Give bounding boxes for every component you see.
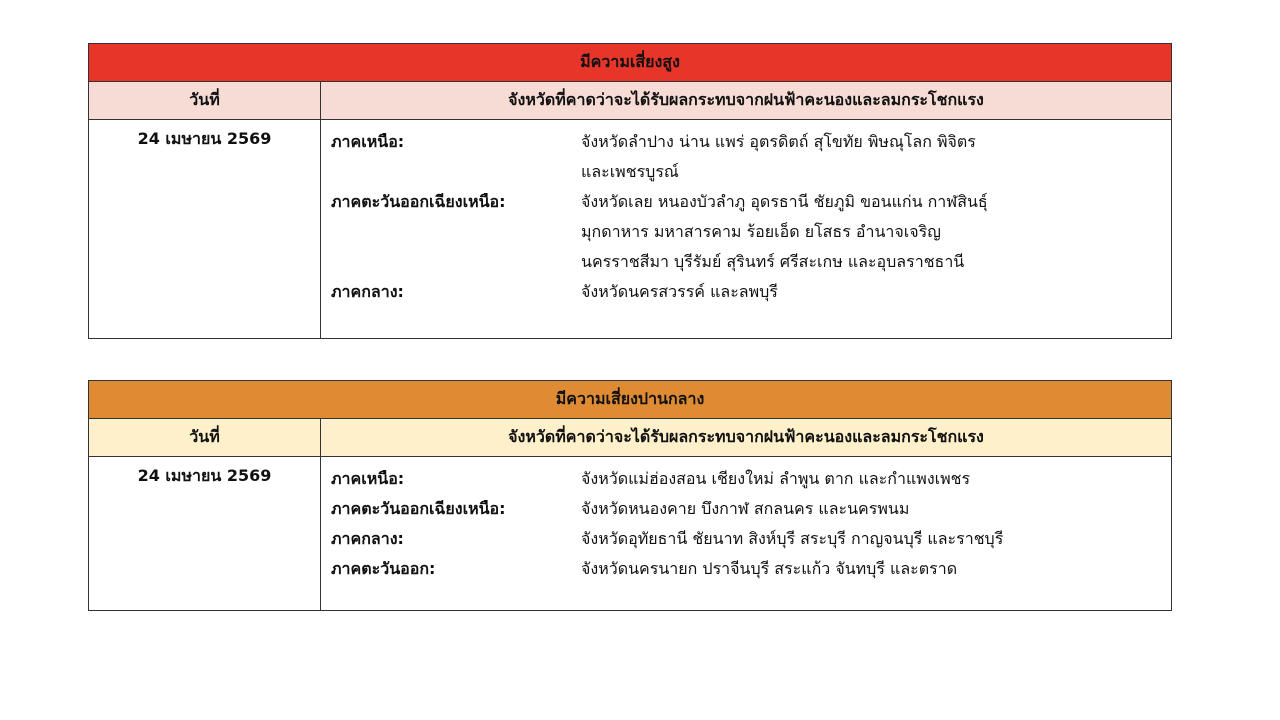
region-label: ภาคตะวันออกเฉียงเหนือ: — [331, 499, 506, 518]
province-line: จังหวัดแม่ฮ่องสอน เชียงใหม่ ลำพูน ตาก และกำแพงเพชร — [581, 469, 971, 488]
region-row — [331, 494, 1171, 524]
region-row — [331, 127, 1171, 187]
table-header — [89, 82, 1171, 120]
province-line: มุกดาหาร มหาสารคาม ร้อยเอ็ด ยโสธร อำนาจเจริญ — [581, 222, 941, 241]
region-row — [331, 524, 1171, 554]
date-cell: 24 เมษายน 2569 — [89, 120, 321, 338]
region-row — [331, 187, 1171, 277]
region-label: ภาคเหนือ: — [331, 469, 405, 488]
region-label: ภาคตะวันออกเฉียงเหนือ: — [331, 192, 506, 211]
header-date: วันที่ — [89, 82, 321, 119]
region-label: ภาคเหนือ: — [331, 132, 405, 151]
region-label: ภาคตะวันออก: — [331, 559, 436, 578]
header-date: วันที่ — [89, 419, 321, 456]
province-list — [581, 524, 1171, 554]
table-body — [89, 457, 1171, 610]
province-list — [581, 187, 1171, 277]
province-list — [581, 554, 1171, 584]
province-line: และเพชรบูรณ์ — [581, 162, 679, 181]
date-cell: 24 เมษายน 2569 — [89, 457, 321, 610]
province-list — [581, 494, 1171, 524]
province-line: จังหวัดเลย หนองบัวลำภู อุดรธานี ชัยภูมิ ขอนแก่น กาฬสินธุ์ — [581, 192, 988, 211]
region-row — [331, 554, 1171, 584]
high-risk-table — [88, 43, 1172, 339]
medium-risk-table — [88, 380, 1172, 611]
header-provinces: จังหวัดที่คาดว่าจะได้รับผลกระทบจากฝนฟ้าคะนองและลมกระโชกแรง — [508, 427, 984, 446]
province-line: จังหวัดอุทัยธานี ชัยนาท สิงห์บุรี สระบุรี กาญจนบุรี และราชบุรี — [581, 529, 1004, 548]
table-title: มีความเสี่ยงปานกลาง — [89, 381, 1171, 419]
region-label: ภาคกลาง: — [331, 529, 404, 548]
province-list — [581, 127, 1171, 187]
header-provinces: จังหวัดที่คาดว่าจะได้รับผลกระทบจากฝนฟ้าคะนองและลมกระโชกแรง — [508, 90, 984, 109]
province-list — [581, 277, 1171, 307]
regions-cell — [321, 457, 1171, 610]
region-row — [331, 464, 1171, 494]
province-line: นครราชสีมา บุรีรัมย์ สุรินทร์ ศรีสะเกษ และอุบลราชธานี — [581, 252, 965, 271]
table-header — [89, 419, 1171, 457]
province-line: จังหวัดหนองคาย บึงกาฬ สกลนคร และนครพนม — [581, 499, 910, 518]
province-line: จังหวัดนครนายก ปราจีนบุรี สระแก้ว จันทบุรี และตราด — [581, 559, 958, 578]
province-list — [581, 464, 1171, 494]
region-label: ภาคกลาง: — [331, 282, 404, 301]
region-row — [331, 277, 1171, 307]
province-line: จังหวัดลำปาง น่าน แพร่ อุตรดิตถ์ สุโขทัย พิษณุโลก พิจิตร — [581, 132, 976, 151]
table-body — [89, 120, 1171, 338]
regions-cell — [321, 120, 1171, 338]
province-line: จังหวัดนครสวรรค์ และลพบุรี — [581, 282, 778, 301]
table-title: มีความเสี่ยงสูง — [89, 44, 1171, 82]
